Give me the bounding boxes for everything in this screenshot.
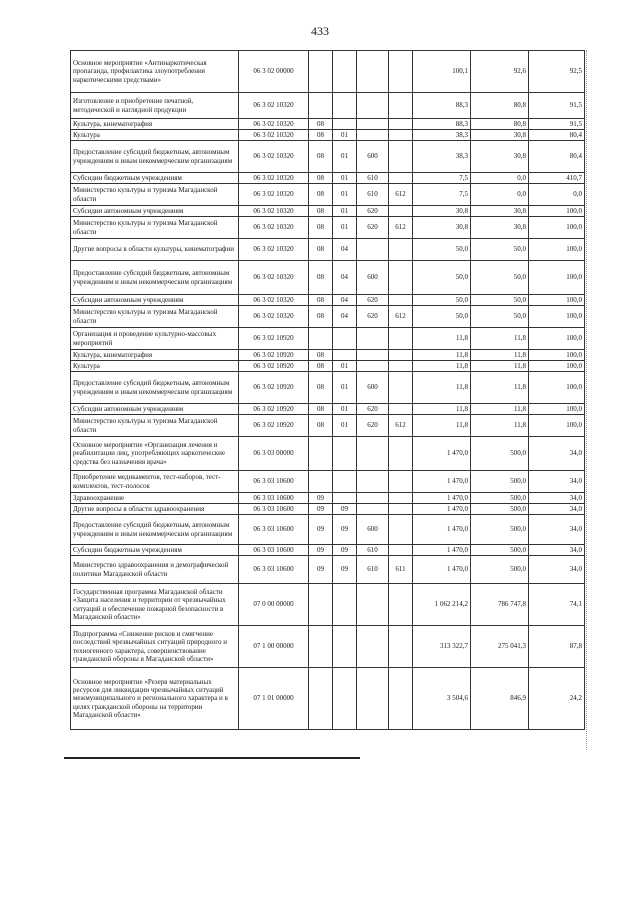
- cell-approved: 11,8: [413, 350, 471, 361]
- table-row: [71, 239, 585, 261]
- cell-approved: 30,8: [413, 206, 471, 217]
- cell-name: Министерство культуры и туризма Магаданской области: [71, 415, 239, 437]
- table-row: [71, 328, 585, 350]
- cell-expense-type: 610: [357, 173, 389, 184]
- cell-expense-type: [357, 493, 389, 504]
- cell-approved: 1 470,0: [413, 545, 471, 556]
- table-row: [71, 584, 585, 626]
- cell-executed: 500,0: [471, 556, 529, 584]
- cell-name: Организация и проведение культурно-массовых мероприятий: [71, 328, 239, 350]
- cell-approved: 50,0: [413, 295, 471, 306]
- cell-ministry: [389, 261, 413, 295]
- cell-expense-type: 600: [357, 261, 389, 295]
- cell-approved: 38,3: [413, 130, 471, 141]
- cell-executed: 11,8: [471, 404, 529, 415]
- cell-executed: 80,8: [471, 119, 529, 130]
- cell-expense-type: 620: [357, 415, 389, 437]
- cell-percent: 100,0: [529, 372, 585, 404]
- table-row: [71, 515, 585, 545]
- cell-subsection: [333, 328, 357, 350]
- cell-subsection: [333, 350, 357, 361]
- cell-name: Предоставление субсидий бюджетным, автономным учреждениям и иным некоммерческим организациям: [71, 372, 239, 404]
- cell-code: 06 3 02 10320: [239, 173, 309, 184]
- cell-subsection: 04: [333, 306, 357, 328]
- cell-expense-type: [357, 328, 389, 350]
- cell-section: 08: [309, 184, 333, 206]
- cell-expense-type: 610: [357, 545, 389, 556]
- cell-approved: 11,8: [413, 328, 471, 350]
- cell-executed: 11,8: [471, 350, 529, 361]
- cell-name: Другие вопросы в области здравоохранения: [71, 504, 239, 515]
- cell-section: [309, 93, 333, 119]
- cell-expense-type: [357, 471, 389, 493]
- cell-code: 07 1 01 00000: [239, 668, 309, 730]
- cell-percent: 100,0: [529, 361, 585, 372]
- cell-executed: 11,8: [471, 328, 529, 350]
- cell-code: 06 3 02 10320: [239, 239, 309, 261]
- cell-name: Культура: [71, 130, 239, 141]
- cell-name: Министерство культуры и туризма Магаданской области: [71, 184, 239, 206]
- cell-name: Министерство культуры и туризма Магаданской области: [71, 306, 239, 328]
- cell-subsection: 09: [333, 556, 357, 584]
- cell-subsection: 01: [333, 206, 357, 217]
- cell-approved: 30,8: [413, 217, 471, 239]
- cell-ministry: [389, 295, 413, 306]
- cell-executed: 50,0: [471, 261, 529, 295]
- cell-subsection: [333, 471, 357, 493]
- cell-percent: 100,0: [529, 239, 585, 261]
- cell-ministry: [389, 515, 413, 545]
- cell-subsection: [333, 626, 357, 668]
- cell-subsection: 09: [333, 515, 357, 545]
- cell-ministry: 612: [389, 306, 413, 328]
- cell-subsection: 01: [333, 141, 357, 173]
- cell-percent: 87,8: [529, 626, 585, 668]
- cell-executed: 0,0: [471, 173, 529, 184]
- cell-executed: 786 747,8: [471, 584, 529, 626]
- cell-section: 09: [309, 545, 333, 556]
- cell-executed: 500,0: [471, 493, 529, 504]
- cell-percent: 100,0: [529, 217, 585, 239]
- cell-approved: 7,5: [413, 173, 471, 184]
- cell-expense-type: [357, 51, 389, 93]
- cell-ministry: 612: [389, 415, 413, 437]
- cell-expense-type: 600: [357, 515, 389, 545]
- cell-expense-type: 620: [357, 206, 389, 217]
- cell-section: 08: [309, 239, 333, 261]
- cell-name: Основное мероприятие «Организация лечения и реабилитации лиц, употребляющих наркотические средства без назначения врача»: [71, 437, 239, 471]
- cell-ministry: [389, 504, 413, 515]
- table-row: [71, 626, 585, 668]
- table-row: [71, 504, 585, 515]
- cell-percent: 100,0: [529, 306, 585, 328]
- cell-subsection: 01: [333, 372, 357, 404]
- cell-percent: 100,0: [529, 404, 585, 415]
- cell-code: 06 3 02 10320: [239, 217, 309, 239]
- table-row: [71, 261, 585, 295]
- table-row: [71, 493, 585, 504]
- table-row: [71, 471, 585, 493]
- cell-code: 06 3 02 10320: [239, 184, 309, 206]
- cell-approved: 1 470,0: [413, 556, 471, 584]
- cell-approved: 50,0: [413, 306, 471, 328]
- cell-name: Здравоохранение: [71, 493, 239, 504]
- cell-percent: 34,0: [529, 556, 585, 584]
- cell-percent: 410,7: [529, 173, 585, 184]
- table-row: [71, 668, 585, 730]
- cell-ministry: [389, 206, 413, 217]
- cell-approved: 50,0: [413, 261, 471, 295]
- cell-approved: 38,3: [413, 141, 471, 173]
- table-body: [71, 51, 585, 730]
- cell-percent: 34,0: [529, 545, 585, 556]
- cell-section: 08: [309, 404, 333, 415]
- cell-ministry: [389, 493, 413, 504]
- cell-ministry: [389, 361, 413, 372]
- cell-section: 08: [309, 173, 333, 184]
- cell-approved: 3 504,6: [413, 668, 471, 730]
- cell-percent: 100,0: [529, 261, 585, 295]
- cell-expense-type: 600: [357, 372, 389, 404]
- cell-executed: 30,8: [471, 141, 529, 173]
- cell-percent: 34,0: [529, 471, 585, 493]
- cell-name: Субсидии бюджетным учреждениям: [71, 545, 239, 556]
- cell-subsection: [333, 93, 357, 119]
- margin-guide-line: [586, 50, 587, 750]
- cell-executed: 50,0: [471, 306, 529, 328]
- cell-name: Субсидии автономным учреждениям: [71, 206, 239, 217]
- cell-subsection: [333, 584, 357, 626]
- cell-section: 08: [309, 130, 333, 141]
- cell-subsection: [333, 493, 357, 504]
- table-row: [71, 545, 585, 556]
- cell-subsection: [333, 437, 357, 471]
- cell-subsection: [333, 668, 357, 730]
- cell-executed: 11,8: [471, 361, 529, 372]
- cell-percent: 92,5: [529, 51, 585, 93]
- cell-executed: 30,8: [471, 130, 529, 141]
- cell-ministry: [389, 545, 413, 556]
- cell-subsection: 01: [333, 361, 357, 372]
- cell-expense-type: 620: [357, 404, 389, 415]
- cell-section: 08: [309, 361, 333, 372]
- cell-name: Подпрограмма «Снижение рисков и смягчение последствий чрезвычайных ситуаций природного и техногенного характера, совершенствование гражданской обороны в Магаданской области»: [71, 626, 239, 668]
- cell-code: 06 3 02 10320: [239, 130, 309, 141]
- cell-code: 06 3 03 00000: [239, 437, 309, 471]
- cell-code: 07 0 00 00000: [239, 584, 309, 626]
- cell-name: Приобретение медикаментов, тест-наборов, тест-комплектов, тест-полосок: [71, 471, 239, 493]
- cell-ministry: [389, 173, 413, 184]
- cell-name: Предоставление субсидий бюджетным, автономным учреждениям и иным некоммерческим организациям: [71, 141, 239, 173]
- cell-code: 07 1 00 00000: [239, 626, 309, 668]
- cell-ministry: [389, 51, 413, 93]
- cell-subsection: 01: [333, 217, 357, 239]
- cell-percent: 34,0: [529, 493, 585, 504]
- cell-section: 08: [309, 306, 333, 328]
- cell-section: [309, 51, 333, 93]
- cell-expense-type: 620: [357, 295, 389, 306]
- cell-executed: 11,8: [471, 372, 529, 404]
- cell-percent: 80,4: [529, 130, 585, 141]
- cell-name: Субсидии автономным учреждениям: [71, 404, 239, 415]
- cell-percent: 34,0: [529, 504, 585, 515]
- cell-expense-type: [357, 350, 389, 361]
- table-row: [71, 217, 585, 239]
- cell-approved: 100,1: [413, 51, 471, 93]
- cell-executed: 11,8: [471, 415, 529, 437]
- cell-expense-type: [357, 119, 389, 130]
- cell-subsection: 09: [333, 545, 357, 556]
- cell-percent: 74,1: [529, 584, 585, 626]
- cell-percent: 100,0: [529, 415, 585, 437]
- cell-section: [309, 471, 333, 493]
- cell-ministry: [389, 437, 413, 471]
- cell-name: Предоставление субсидий бюджетным, автономным учреждениям и иным некоммерческим организациям: [71, 515, 239, 545]
- cell-executed: 500,0: [471, 545, 529, 556]
- cell-name: Предоставление субсидий бюджетным, автономным учреждениям и иным некоммерческим организациям: [71, 261, 239, 295]
- table-row: [71, 119, 585, 130]
- cell-name: Культура, кинематография: [71, 350, 239, 361]
- cell-expense-type: [357, 504, 389, 515]
- cell-code: 06 3 03 10600: [239, 504, 309, 515]
- cell-ministry: [389, 668, 413, 730]
- cell-percent: 100,0: [529, 295, 585, 306]
- cell-percent: 100,0: [529, 328, 585, 350]
- cell-subsection: 01: [333, 184, 357, 206]
- cell-percent: 34,0: [529, 515, 585, 545]
- cell-name: Субсидии бюджетным учреждениям: [71, 173, 239, 184]
- cell-name: Субсидии автономным учреждениям: [71, 295, 239, 306]
- cell-approved: 1 470,0: [413, 515, 471, 545]
- cell-name: Изготовление и приобретение печатной, методической и наглядной продукции: [71, 93, 239, 119]
- cell-subsection: [333, 51, 357, 93]
- cell-executed: 500,0: [471, 515, 529, 545]
- cell-section: 08: [309, 217, 333, 239]
- table-row: [71, 350, 585, 361]
- cell-expense-type: [357, 584, 389, 626]
- page-number: 433: [311, 24, 329, 38]
- cell-name: Культура: [71, 361, 239, 372]
- cell-name: Министерство культуры и туризма Магаданской области: [71, 217, 239, 239]
- cell-code: 06 3 03 10600: [239, 493, 309, 504]
- cell-code: 06 3 02 10320: [239, 119, 309, 130]
- cell-percent: 100,0: [529, 350, 585, 361]
- cell-subsection: 01: [333, 415, 357, 437]
- cell-section: 08: [309, 119, 333, 130]
- cell-name: Государственная программа Магаданской области «Защита населения и территории от чрезвычайных ситуаций и обеспечение пожарной безопасности в Магаданской области»: [71, 584, 239, 626]
- cell-approved: 11,8: [413, 361, 471, 372]
- cell-approved: 50,0: [413, 239, 471, 261]
- cell-code: 06 3 02 10320: [239, 93, 309, 119]
- cell-executed: 30,8: [471, 217, 529, 239]
- cell-ministry: [389, 584, 413, 626]
- cell-ministry: 612: [389, 184, 413, 206]
- cell-ministry: [389, 404, 413, 415]
- table-row: [71, 141, 585, 173]
- table-row: [71, 184, 585, 206]
- table-row: [71, 306, 585, 328]
- cell-ministry: [389, 239, 413, 261]
- cell-section: 08: [309, 350, 333, 361]
- table-row: [71, 372, 585, 404]
- cell-code: 06 3 02 10320: [239, 261, 309, 295]
- cell-approved: 7,5: [413, 184, 471, 206]
- cell-percent: 0,0: [529, 184, 585, 206]
- cell-section: 09: [309, 556, 333, 584]
- cell-section: 09: [309, 493, 333, 504]
- cell-approved: 11,8: [413, 404, 471, 415]
- cell-ministry: [389, 626, 413, 668]
- cell-subsection: 01: [333, 130, 357, 141]
- cell-executed: 275 041,3: [471, 626, 529, 668]
- cell-section: 08: [309, 415, 333, 437]
- cell-code: 06 3 03 10600: [239, 471, 309, 493]
- table-row: [71, 173, 585, 184]
- cell-expense-type: [357, 361, 389, 372]
- table-row: [71, 415, 585, 437]
- cell-executed: 80,8: [471, 93, 529, 119]
- table-row: [71, 51, 585, 93]
- cell-section: 08: [309, 141, 333, 173]
- cell-name: Культура, кинематография: [71, 119, 239, 130]
- cell-subsection: 01: [333, 404, 357, 415]
- cell-expense-type: [357, 130, 389, 141]
- cell-ministry: 612: [389, 217, 413, 239]
- cell-code: 06 3 02 10920: [239, 350, 309, 361]
- cell-section: [309, 437, 333, 471]
- cell-ministry: [389, 372, 413, 404]
- cell-section: [309, 584, 333, 626]
- cell-subsection: 01: [333, 173, 357, 184]
- cell-subsection: [333, 119, 357, 130]
- cell-section: 08: [309, 206, 333, 217]
- cell-expense-type: 610: [357, 184, 389, 206]
- cell-subsection: 04: [333, 295, 357, 306]
- cell-section: [309, 328, 333, 350]
- cell-code: 06 3 02 00000: [239, 51, 309, 93]
- cell-code: 06 3 02 10320: [239, 306, 309, 328]
- cell-section: 08: [309, 295, 333, 306]
- cell-subsection: 04: [333, 239, 357, 261]
- cell-code: 06 3 03 10600: [239, 556, 309, 584]
- cell-code: 06 3 02 10320: [239, 295, 309, 306]
- cell-name: Министерство здравоохранения и демографической политики Магаданской области: [71, 556, 239, 584]
- cell-expense-type: 600: [357, 141, 389, 173]
- cell-approved: 1 470,0: [413, 504, 471, 515]
- cell-expense-type: [357, 239, 389, 261]
- cell-section: 08: [309, 261, 333, 295]
- cell-section: 09: [309, 515, 333, 545]
- cell-ministry: [389, 93, 413, 119]
- cell-approved: 11,8: [413, 415, 471, 437]
- cell-percent: 91,5: [529, 119, 585, 130]
- cell-executed: 500,0: [471, 471, 529, 493]
- table-row: [71, 437, 585, 471]
- cell-approved: 1 062 214,2: [413, 584, 471, 626]
- cell-section: 09: [309, 504, 333, 515]
- table-row: [71, 404, 585, 415]
- cell-ministry: [389, 350, 413, 361]
- cell-approved: 313 322,7: [413, 626, 471, 668]
- cell-ministry: [389, 471, 413, 493]
- cell-name: Основное мероприятие «Резерв материальных ресурсов для ликвидации чрезвычайных ситуаций межмуниципального и регионального характера и в целях гражданской обороны на территории Магаданской области»: [71, 668, 239, 730]
- budget-table: [70, 50, 585, 730]
- cell-code: 06 3 02 10320: [239, 141, 309, 173]
- cell-code: 06 3 02 10920: [239, 328, 309, 350]
- cell-expense-type: 610: [357, 556, 389, 584]
- cell-subsection: 09: [333, 504, 357, 515]
- cell-executed: 30,8: [471, 206, 529, 217]
- cell-executed: 50,0: [471, 239, 529, 261]
- cell-section: 08: [309, 372, 333, 404]
- cell-code: 06 3 02 10920: [239, 361, 309, 372]
- table-row: [71, 93, 585, 119]
- cell-expense-type: [357, 93, 389, 119]
- cell-section: [309, 626, 333, 668]
- cell-code: 06 3 02 10320: [239, 206, 309, 217]
- cell-subsection: 04: [333, 261, 357, 295]
- cell-ministry: [389, 119, 413, 130]
- table-row: [71, 361, 585, 372]
- cell-ministry: [389, 141, 413, 173]
- cell-percent: 100,0: [529, 206, 585, 217]
- cell-executed: 846,9: [471, 668, 529, 730]
- cell-approved: 11,8: [413, 372, 471, 404]
- footer-rule: [64, 757, 360, 759]
- cell-executed: 500,0: [471, 437, 529, 471]
- table-row: [71, 130, 585, 141]
- cell-expense-type: [357, 437, 389, 471]
- cell-code: 06 3 02 10920: [239, 372, 309, 404]
- cell-executed: 50,0: [471, 295, 529, 306]
- cell-expense-type: [357, 668, 389, 730]
- cell-code: 06 3 02 10920: [239, 404, 309, 415]
- cell-percent: 24,2: [529, 668, 585, 730]
- cell-approved: 88,3: [413, 119, 471, 130]
- table-row: [71, 295, 585, 306]
- cell-expense-type: [357, 626, 389, 668]
- table-row: [71, 206, 585, 217]
- cell-name: Другие вопросы в области культуры, кинематографии: [71, 239, 239, 261]
- cell-executed: 0,0: [471, 184, 529, 206]
- table-row: [71, 556, 585, 584]
- cell-code: 06 3 02 10920: [239, 415, 309, 437]
- cell-ministry: [389, 130, 413, 141]
- cell-approved: 1 470,0: [413, 493, 471, 504]
- cell-name: Основное мероприятие «Антинаркотическая пропаганда, профилактика злоупотребления наркотическими средствами»: [71, 51, 239, 93]
- cell-percent: 34,0: [529, 437, 585, 471]
- cell-approved: 1 470,0: [413, 437, 471, 471]
- cell-expense-type: 620: [357, 306, 389, 328]
- cell-code: 06 3 03 10600: [239, 515, 309, 545]
- cell-percent: 91,5: [529, 93, 585, 119]
- cell-section: [309, 668, 333, 730]
- cell-approved: 88,3: [413, 93, 471, 119]
- cell-executed: 500,0: [471, 504, 529, 515]
- cell-ministry: 611: [389, 556, 413, 584]
- cell-expense-type: 620: [357, 217, 389, 239]
- cell-executed: 92,6: [471, 51, 529, 93]
- cell-approved: 1 470,0: [413, 471, 471, 493]
- cell-percent: 80,4: [529, 141, 585, 173]
- cell-code: 06 3 03 10600: [239, 545, 309, 556]
- cell-ministry: [389, 328, 413, 350]
